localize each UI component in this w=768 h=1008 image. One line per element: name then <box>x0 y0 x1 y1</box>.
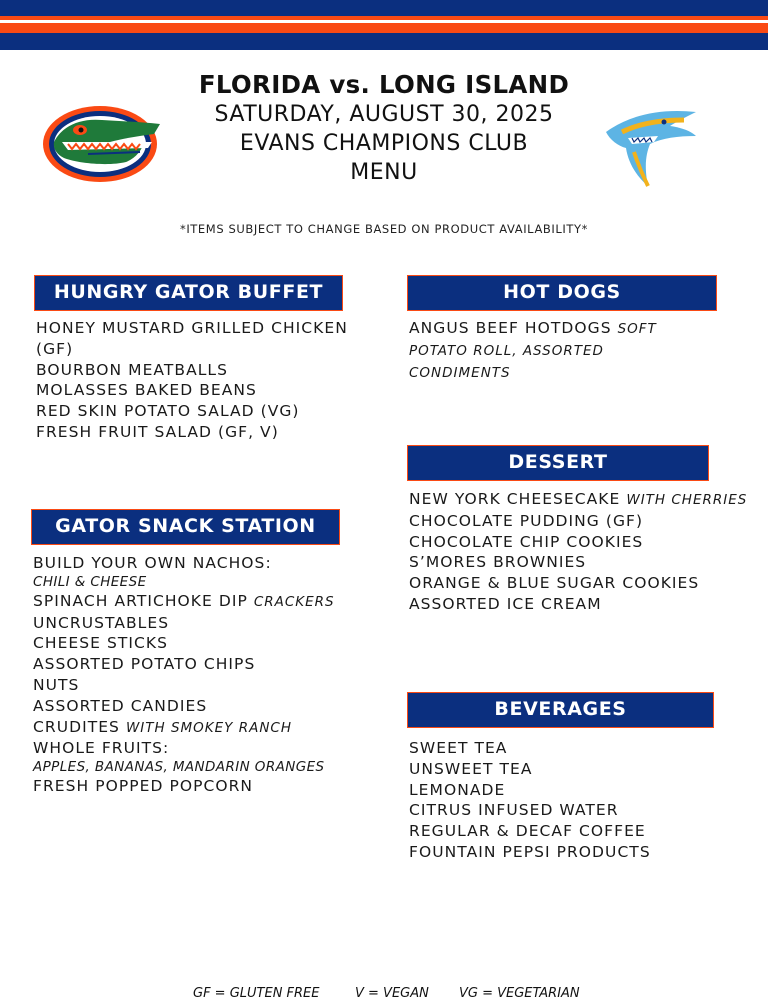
legend-vegan: V = VEGAN <box>355 986 429 1001</box>
list-item <box>33 591 393 613</box>
list-item: UNSWEET TEA <box>409 759 533 778</box>
list-item: HONEY MUSTARD GRILLED CHICKEN (GF) <box>36 319 348 358</box>
list-item-label: CRUDITES <box>33 717 120 736</box>
top-stripe-orange <box>0 16 768 33</box>
list-item-subtext: WITH SMOKEY RANCH <box>125 719 293 736</box>
list-item: CHOCOLATE CHIP COOKIES <box>409 532 644 551</box>
list-item: RED SKIN POTATO SALAD (VG) <box>36 402 300 421</box>
list-item: ASSORTED CANDIES <box>33 696 208 715</box>
list-item: MOLASSES BAKED BEANS <box>36 381 257 400</box>
long-island-sharks-logo <box>598 102 700 190</box>
hotdogs-section-title: HOT DOGS <box>503 281 621 303</box>
snack-item-list <box>33 553 393 797</box>
venue-name: EVANS CHAMPIONS CLUB <box>239 131 529 156</box>
list-item: BUILD YOUR OWN NACHOS: <box>33 554 272 572</box>
snack-section-title: GATOR SNACK STATION <box>55 515 316 537</box>
list-item: CHOCOLATE PUDDING (GF) <box>409 511 644 530</box>
list-item-label: SPINACH ARTICHOKE DIP <box>33 591 248 610</box>
top-stripe-white <box>0 20 768 23</box>
top-stripe-blue <box>0 0 768 16</box>
florida-gators-logo <box>40 102 164 184</box>
list-item: WHOLE FRUITS: <box>33 739 170 758</box>
list-item: CITRUS INFUSED WATER <box>409 801 619 820</box>
buffet-section-header <box>34 275 343 311</box>
dessert-section-title: DESSERT <box>508 451 608 473</box>
availability-note: *ITEMS SUBJECT TO CHANGE BASED ON PRODUCT AVAILABILITY* <box>179 222 589 236</box>
list-item: FRESH POPPED POPCORN <box>33 777 254 796</box>
top-stripe-blue-lower <box>0 33 768 50</box>
list-item: ASSORTED ICE CREAM <box>409 594 602 613</box>
list-item: REGULAR & DECAF COFFEE <box>409 822 646 841</box>
beverages-item-list <box>409 738 749 863</box>
dessert-item-list <box>409 489 749 615</box>
beverages-section-title: BEVERAGES <box>494 698 627 720</box>
list-item: FOUNTAIN PEPSI PRODUCTS <box>409 842 651 861</box>
list-item <box>409 489 749 511</box>
list-item-label: ANGUS BEEF HOTDOGS <box>409 319 612 337</box>
list-item: CHEESE STICKS <box>33 634 168 653</box>
list-item: FRESH FRUIT SALAD (GF, V) <box>36 422 279 441</box>
list-item: SWEET TEA <box>409 739 508 757</box>
list-item <box>33 717 393 739</box>
buffet-section-title: HUNGRY GATOR BUFFET <box>53 281 324 303</box>
list-item: BOURBON MEATBALLS <box>36 360 228 379</box>
buffet-item-list <box>36 318 376 443</box>
snack-section-header <box>31 509 340 545</box>
hotdogs-item-list <box>409 318 709 383</box>
list-item-subtext: SOFT POTATO ROLL, ASSORTED CONDIMENTS <box>409 321 657 381</box>
list-item: ASSORTED POTATO CHIPS <box>33 655 256 674</box>
dessert-section-header <box>407 445 709 481</box>
list-item <box>409 318 709 383</box>
page-title: FLORIDA vs. LONG ISLAND <box>198 70 570 99</box>
legend-vegetarian: VG = VEGETARIAN <box>459 986 580 1001</box>
list-item: S’MORES BROWNIES <box>409 553 587 572</box>
list-item-subtext: CHILI & CHEESE <box>33 573 147 590</box>
list-item-subtext: CRACKERS <box>253 593 335 610</box>
beverages-section-header <box>407 692 714 728</box>
list-item-subtext: APPLES, BANANAS, MANDARIN ORANGES <box>33 759 325 776</box>
list-item: ORANGE & BLUE SUGAR COOKIES <box>409 574 700 593</box>
hotdogs-section-header <box>407 275 717 311</box>
event-date: SATURDAY, AUGUST 30, 2025 <box>214 102 554 127</box>
list-item: NUTS <box>33 675 80 694</box>
menu-label: MENU <box>350 160 418 185</box>
legend-gluten-free: GF = GLUTEN FREE <box>193 986 320 1001</box>
list-item-subtext: WITH CHERRIES <box>626 492 748 508</box>
list-item-label: NEW YORK CHEESECAKE <box>409 490 621 508</box>
list-item: UNCRUSTABLES <box>33 613 170 632</box>
list-item: LEMONADE <box>409 780 506 799</box>
